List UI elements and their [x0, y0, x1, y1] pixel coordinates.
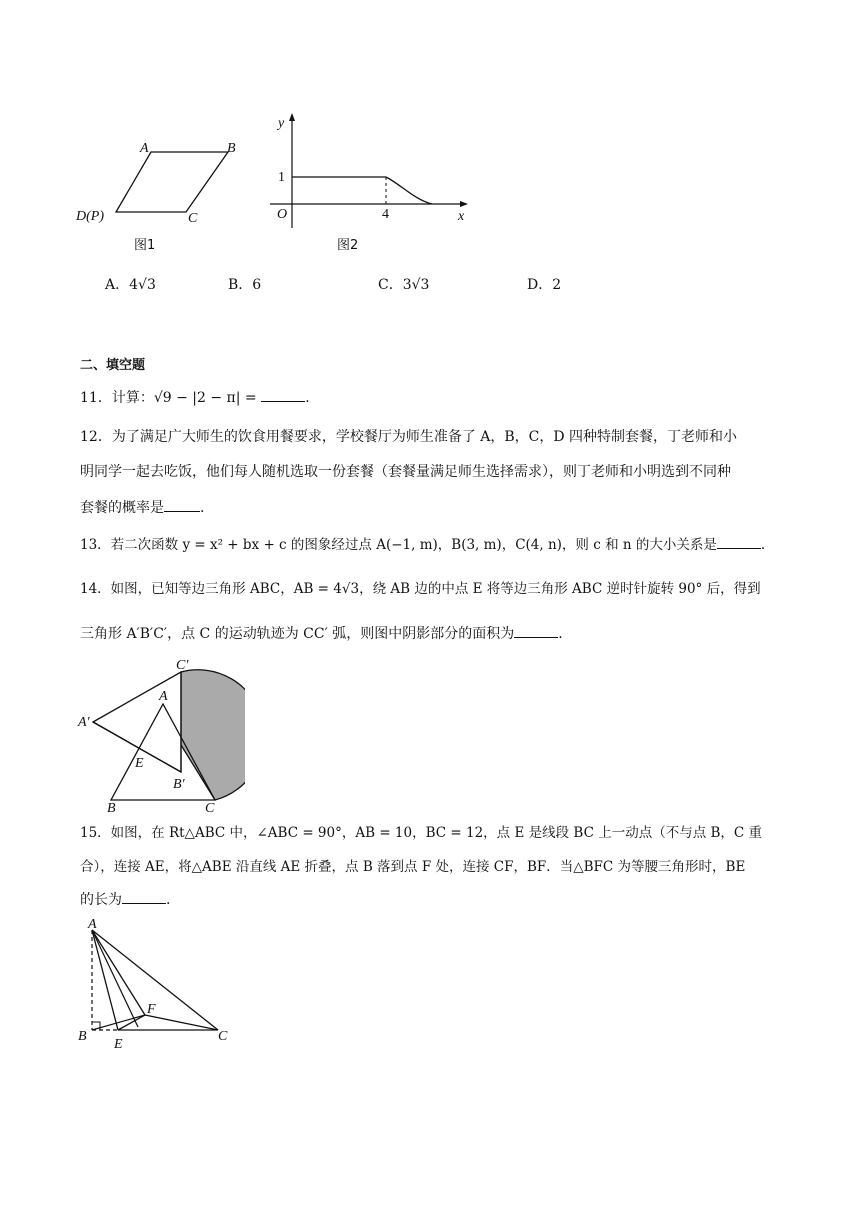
fig1-label-C: C — [188, 211, 198, 226]
section-title: 二、填空题 — [80, 358, 146, 373]
fig1-label-D: D(P) — [76, 209, 104, 224]
q14-label-A: A — [159, 689, 168, 704]
q14-answer-blank — [514, 623, 558, 638]
q14-figure — [75, 650, 245, 815]
q10-figures — [70, 110, 490, 260]
q14-line1: 14．如图，已知等边三角形 ABC，AB = 4√3，绕 AB 边的中点 E 将等边三角形 ABC 逆时针旋转 90° 后，得到 — [80, 581, 761, 597]
q15-label-B: B — [78, 1029, 87, 1044]
q11-answer-blank — [261, 387, 305, 402]
q14-label-C: C — [205, 801, 215, 815]
fig2-graph — [270, 113, 468, 228]
fig2-label-y: y — [278, 116, 285, 131]
fig1-label-A: A — [140, 141, 149, 156]
y-axis-arrow-icon — [289, 113, 295, 121]
q13-answer-blank — [717, 534, 761, 549]
q14-label-C1: C′ — [176, 658, 189, 673]
q10-option-a: A．4√3 — [105, 277, 156, 293]
fig1-caption: 图1 — [134, 238, 156, 253]
fig1-parallelogram — [75, 141, 236, 226]
q15-line3: 的长为 . — [80, 889, 170, 910]
fig2-label-4: 4 — [382, 207, 389, 222]
q10-option-b: B．6 — [228, 277, 262, 293]
q12-line3: 套餐的概率是 . — [80, 497, 204, 518]
fig1-label-B: B — [227, 141, 236, 156]
fig2-label-O: O — [277, 207, 288, 222]
shaded-region — [181, 670, 245, 800]
q14-label-E: E — [135, 756, 144, 771]
fig2-label-1: 1 — [278, 170, 285, 185]
q14-label-B1: B′ — [173, 777, 185, 792]
q12-line1: 12．为了满足广大师生的饮食用餐要求，学校餐厅为师生准备了 A，B，C，D 四种特制套餐，丁老师和小 — [80, 429, 738, 445]
q15-label-F: F — [147, 1002, 156, 1017]
q15-label-E: E — [114, 1037, 123, 1052]
q10-option-c: C．3√3 — [378, 277, 430, 293]
q15-answer-blank — [122, 889, 166, 904]
q14-label-B: B — [107, 801, 116, 815]
q15-line1: 15．如图，在 Rt△ABC 中，∠ABC = 90°，AB = 10，BC = 12，点 E 是线段 BC 上一动点（不与点 B，C 重 — [80, 825, 763, 841]
q14-label-A1: A′ — [78, 715, 90, 730]
fig2-caption: 图2 — [337, 238, 359, 253]
q13: 13．若二次函数 y = x² + bx + c 的图象经过点 A(−1, m)，B(3, m)，C(4, n)，则 c 和 n 的大小关系是 . — [80, 534, 765, 555]
q11: 11．计算：√9 − |2 − π| = . — [80, 387, 310, 408]
q10-option-d: D．2 — [527, 277, 562, 293]
x-axis-arrow-icon — [460, 201, 468, 207]
q12-answer-blank — [164, 497, 200, 512]
q15-label-A: A — [88, 917, 97, 932]
q12-line2: 明同学一起去吃饭，他们每人随机选取一份套餐（套餐量满足师生选择需求），则丁老师和小明选到不同种 — [80, 464, 731, 480]
q15-line2: 合），连接 AE，将△ABE 沿直线 AE 折叠，点 B 落到点 F 处，连接 CF，BF．当△BFC 为等腰三角形时，BE — [80, 859, 746, 875]
q15-label-C: C — [218, 1029, 228, 1044]
q15-figure — [70, 912, 245, 1052]
fig2-label-x: x — [458, 209, 465, 224]
q14-line2: 三角形 A′B′C′，点 C 的运动轨迹为 CC′ 弧，则图中阴影部分的面积为 . — [80, 623, 563, 644]
